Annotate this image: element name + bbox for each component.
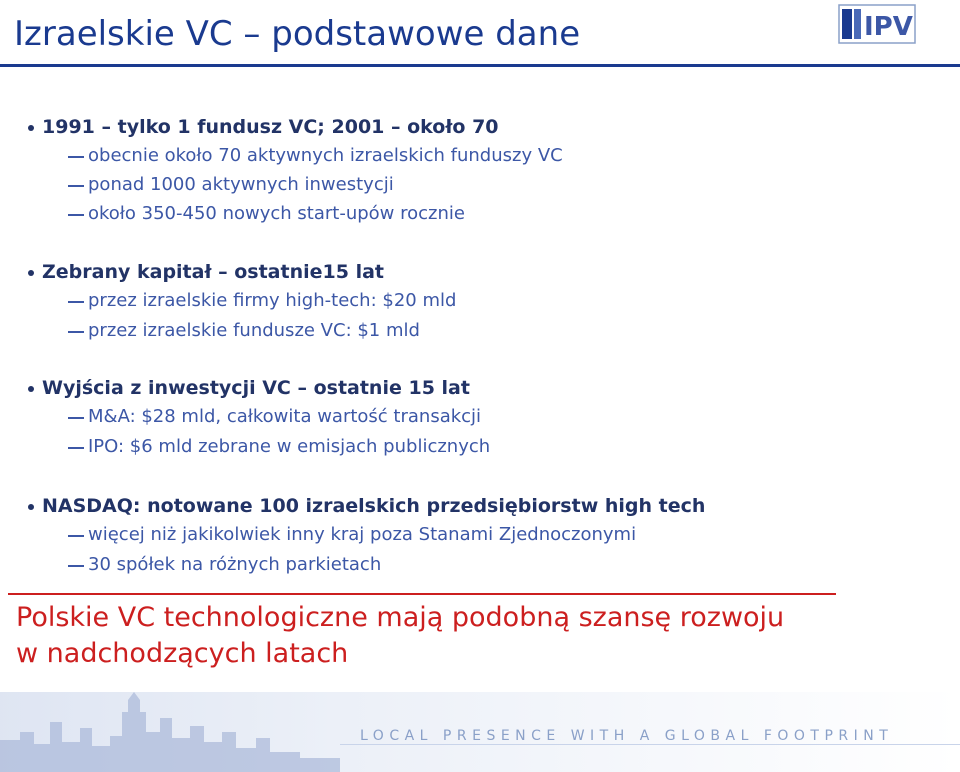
bullet-dot-icon (28, 504, 34, 510)
dash-icon (68, 185, 84, 187)
sub-text: M&A: $28 mld, całkowita wartość transakcji (88, 406, 482, 427)
sub-text: więcej niż jakikolwiek inny kraj poza Stanami Zjednoczonymi (88, 524, 637, 545)
dash-icon (68, 331, 84, 333)
logo-text: IPV (864, 12, 913, 42)
sub-text: przez izraelskie firmy high-tech: $20 mld (88, 290, 457, 311)
conclusion-divider (8, 593, 836, 595)
title-divider (0, 64, 960, 67)
bullet-text: Zebrany kapitał – ostatnie15 lat (42, 261, 384, 283)
dash-icon (68, 535, 84, 537)
dash-icon (68, 447, 84, 449)
bullet-dot-icon (28, 386, 34, 392)
bullet-dot-icon (28, 270, 34, 276)
dash-icon (68, 214, 84, 216)
ipv-logo (838, 4, 916, 44)
bullet-dot-icon (28, 125, 34, 131)
sub-text: około 350-450 nowych start-upów rocznie (88, 203, 465, 224)
sub-text: przez izraelskie fundusze VC: $1 mld (88, 320, 420, 341)
sub-text: ponad 1000 aktywnych inwestycji (88, 174, 394, 195)
bullet-text: NASDAQ: notowane 100 izraelskich przedsiębiorstw high tech (42, 495, 706, 517)
sub-text: obecnie około 70 aktywnych izraelskich funduszy VC (88, 145, 563, 166)
sub-text: 30 spółek na różnych parkietach (88, 554, 382, 575)
dash-icon (68, 565, 84, 567)
bullet-text: Wyjścia z inwestycji VC – ostatnie 15 lat (42, 377, 470, 399)
bullet-text: 1991 – tylko 1 fundusz VC; 2001 – około 70 (42, 116, 499, 138)
dash-icon (68, 301, 84, 303)
sub-text: IPO: $6 mld zebrane w emisjach publicznych (88, 436, 491, 457)
dash-icon (68, 417, 84, 419)
conclusion-line-1: Polskie VC technologiczne mają podobną szansę rozwoju (16, 602, 785, 633)
page-title: Izraelskie VC – podstawowe dane (14, 14, 581, 54)
footer-tagline: LOCAL PRESENCE WITH A GLOBAL FOOTPRINT (360, 728, 894, 744)
conclusion-line-2: w nadchodzących latach (16, 638, 349, 669)
conclusion-text (16, 600, 784, 672)
dash-icon (68, 156, 84, 158)
